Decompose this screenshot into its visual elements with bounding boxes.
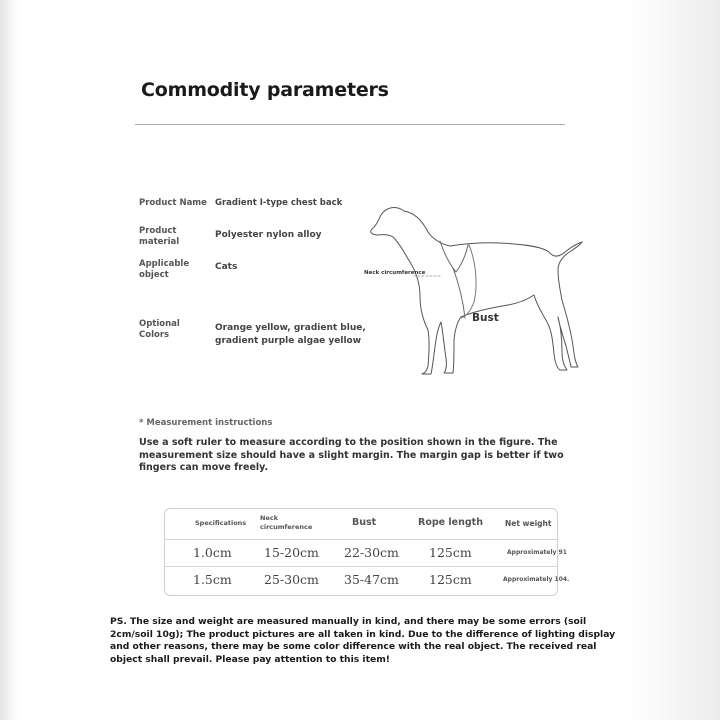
table-divider [165,539,557,540]
table-cell: 125cm [429,545,472,560]
table-divider [165,566,557,567]
param-value-material: Polyester nylon alloy [215,230,322,240]
param-label-product-name: Product Name [139,198,207,208]
table-header-net-weight: Net weight [505,519,552,528]
param-label-colors-line1: Optional [139,319,180,329]
table-cell: 25-30cm [264,572,319,587]
table-cell: 1.5cm [193,572,232,587]
table-header-neck: Neck circumference [260,514,313,531]
dog-body-outline [371,208,582,374]
bust-label: Bust [472,312,499,324]
table-header-bust: Bust [352,517,377,528]
param-value-colors-line1: Orange yellow, gradient blue, [215,323,366,333]
table-cell: 1.0cm [193,545,232,560]
table-cell: 22-30cm [344,545,399,560]
table-cell: 35-47cm [344,572,399,587]
ps-note: PS. The size and weight are measured manually in kind, and there may be some errors (soil 2cm/soil 10g); The product pictures are all taken in kind. Due to the difference of lighting display and other reasons, there may be some color difference with the real object. The received real object shall prevail. Please pay attention to this item! [110,616,616,665]
neck-circumference-label: Neck circumference [364,270,426,276]
param-label-material-line2: material [139,237,180,247]
param-label-colors-line2: Colors [139,330,170,340]
table-header-rope-length: Rope length [418,517,483,528]
param-label-object-line2: object [139,270,169,280]
measurement-heading: * Measurement instructions [139,418,273,428]
measurement-text: Use a soft ruler to measure according to the position shown in the figure. The measurement size should have a slight margin. The margin gap is better if two fingers can move freely. [139,437,564,473]
table-cell: 125cm [429,572,472,587]
param-value-object: Cats [215,262,238,272]
page-title: Commodity parameters [141,79,389,101]
size-table [164,508,570,596]
chest-strap [453,268,465,318]
param-value-product-name: Gradient I-type chest back [215,198,343,208]
table-cell: Approximately 91 [507,549,567,556]
table-cell: 15-20cm [264,545,319,560]
table-header-specifications: Specifications [195,519,247,527]
table-cell: Approximately 104. [503,576,570,583]
param-label-material-line1: Product [139,226,177,236]
param-value-colors-line2: gradient purple algae yellow [215,336,362,346]
param-label-object-line1: Applicable [139,259,190,269]
